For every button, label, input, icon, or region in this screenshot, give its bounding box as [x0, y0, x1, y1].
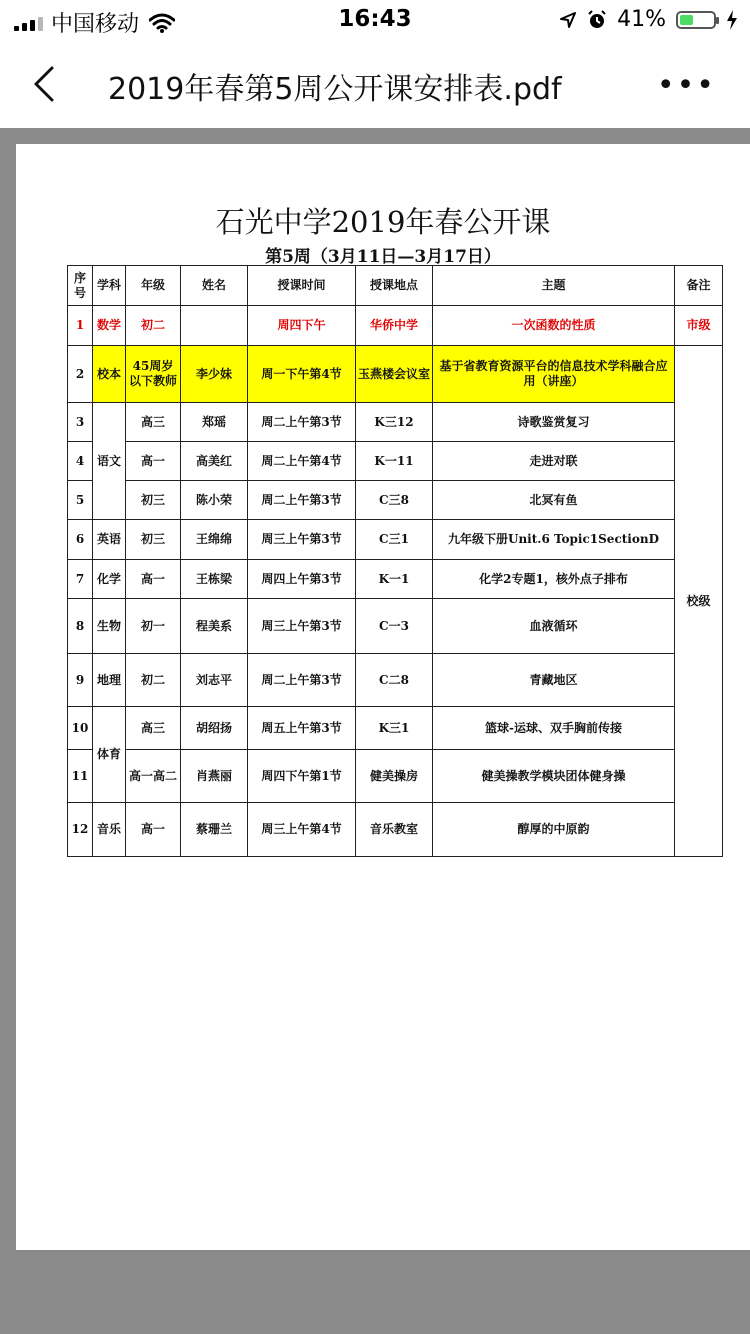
- time-cell: 周三上午第3节: [248, 520, 356, 560]
- battery-icon: [676, 11, 716, 29]
- place-cell: C一3: [356, 599, 433, 654]
- teacher-cell: 程美系: [181, 599, 248, 654]
- teacher-cell: 王绵绵: [181, 520, 248, 560]
- topic-cell: 北冥有鱼: [433, 481, 675, 520]
- document-title: 2019年春第5周公开课安排表.pdf: [108, 72, 562, 107]
- subject-cell: 数学: [93, 306, 126, 346]
- chevron-left-icon[interactable]: [26, 60, 66, 108]
- topic-cell: 诗歌鉴赏复习: [433, 403, 675, 442]
- page-title: 石光中学2019年春公开课: [215, 205, 551, 239]
- teacher-cell: 蔡珊兰: [181, 803, 248, 857]
- subject-cell: 体育: [93, 707, 126, 803]
- battery-level: [680, 15, 693, 25]
- time-cell: 周二上午第3节: [248, 654, 356, 707]
- topic-cell: 醇厚的中原韵: [433, 803, 675, 857]
- more-options-button[interactable]: •••: [656, 68, 716, 103]
- topic-cell: 血液循环: [433, 599, 675, 654]
- header-cell: 授课时间: [248, 266, 356, 306]
- header-cell: 授课地点: [356, 266, 433, 306]
- header-cell: 姓名: [181, 266, 248, 306]
- subject-cell: 音乐: [93, 803, 126, 857]
- time-cell: 周一下午第4节: [248, 346, 356, 403]
- topic-cell: 化学2专题1，核外点子排布: [433, 560, 675, 599]
- topic-cell: 走进对联: [433, 442, 675, 481]
- subject-cell: 生物: [93, 599, 126, 654]
- pdf-page: [16, 144, 750, 1250]
- subject-cell: 化学: [93, 560, 126, 599]
- time-cell: 周二上午第3节: [248, 403, 356, 442]
- subject-cell: 校本: [93, 346, 126, 403]
- table-row: [68, 306, 723, 346]
- topic-cell: 青藏地区: [433, 654, 675, 707]
- grade-cell: 初二: [126, 654, 181, 707]
- subject-cell: 英语: [93, 520, 126, 560]
- row-number: 1: [68, 306, 93, 346]
- row-number: 2: [68, 346, 93, 403]
- clock: 16:43: [338, 6, 412, 32]
- table-header-row: [68, 266, 723, 306]
- row-number: 3: [68, 403, 93, 442]
- teacher-cell: 高美红: [181, 442, 248, 481]
- grade-cell: 高一高二: [126, 750, 181, 803]
- teacher-cell: 王栋梁: [181, 560, 248, 599]
- row-number: 10: [68, 707, 93, 750]
- row-number: 12: [68, 803, 93, 857]
- teacher-cell: 肖燕丽: [181, 750, 248, 803]
- time-cell: 周五上午第3节: [248, 707, 356, 750]
- place-cell: K一11: [356, 442, 433, 481]
- table-row: [68, 403, 723, 442]
- table-row: [68, 442, 723, 481]
- subject-cell: 地理: [93, 654, 126, 707]
- table-row: [68, 803, 723, 857]
- place-cell: 音乐教室: [356, 803, 433, 857]
- teacher-cell: 陈小荣: [181, 481, 248, 520]
- topic-cell: 篮球-运球、双手胸前传接: [433, 707, 675, 750]
- place-cell: 华侨中学: [356, 306, 433, 346]
- grade-cell: 高一: [126, 560, 181, 599]
- place-cell: C三1: [356, 520, 433, 560]
- row-number: 4: [68, 442, 93, 481]
- note-cell: 校级: [675, 346, 723, 857]
- header-cell: 主题: [433, 266, 675, 306]
- header-cell: 学科: [93, 266, 126, 306]
- place-cell: K三1: [356, 707, 433, 750]
- place-cell: K一1: [356, 560, 433, 599]
- grade-cell: 初一: [126, 599, 181, 654]
- topic-cell: 基于省教育资源平台的信息技术学科融合应用（讲座）: [433, 346, 675, 403]
- topic-cell: 一次函数的性质: [433, 306, 675, 346]
- charging-bolt-icon: [726, 10, 738, 30]
- time-cell: 周四下午第1节: [248, 750, 356, 803]
- subject-cell: 语文: [93, 403, 126, 520]
- table-row: [68, 599, 723, 654]
- grade-cell: 45周岁以下教师: [126, 346, 181, 403]
- time-cell: 周二上午第4节: [248, 442, 356, 481]
- grade-cell: 高三: [126, 707, 181, 750]
- table-row: [68, 520, 723, 560]
- teacher-cell: 胡绍扬: [181, 707, 248, 750]
- table-row: [68, 750, 723, 803]
- table-row: [68, 707, 723, 750]
- row-number: 8: [68, 599, 93, 654]
- time-cell: 周三上午第3节: [248, 599, 356, 654]
- table-row: [68, 346, 723, 403]
- grade-cell: 初二: [126, 306, 181, 346]
- alarm-icon: [587, 10, 607, 30]
- time-cell: 周三上午第4节: [248, 803, 356, 857]
- place-cell: C二8: [356, 654, 433, 707]
- note-cell: 市级: [675, 306, 723, 346]
- battery-percent: 41%: [617, 7, 666, 32]
- row-number: 11: [68, 750, 93, 803]
- grade-cell: 高三: [126, 403, 181, 442]
- teacher-cell: 李少妹: [181, 346, 248, 403]
- pdf-viewer[interactable]: [0, 128, 750, 1334]
- table-row: [68, 481, 723, 520]
- status-bar: [0, 0, 750, 40]
- table-row: [68, 654, 723, 707]
- teacher-cell: 郑瑶: [181, 403, 248, 442]
- place-cell: C三8: [356, 481, 433, 520]
- header-cell: 备注: [675, 266, 723, 306]
- topic-cell: 健美操教学模块团体健身操: [433, 750, 675, 803]
- grade-cell: 初三: [126, 481, 181, 520]
- header-cell: 序号: [68, 266, 93, 306]
- place-cell: 健美操房: [356, 750, 433, 803]
- row-number: 6: [68, 520, 93, 560]
- header-cell: 年级: [126, 266, 181, 306]
- teacher-cell: 刘志平: [181, 654, 248, 707]
- grade-cell: 初三: [126, 520, 181, 560]
- grade-cell: 高一: [126, 442, 181, 481]
- schedule-table: [67, 265, 723, 857]
- time-cell: 周二上午第3节: [248, 481, 356, 520]
- time-cell: 周四上午第3节: [248, 560, 356, 599]
- place-cell: 玉燕楼会议室: [356, 346, 433, 403]
- row-number: 7: [68, 560, 93, 599]
- time-cell: 周四下午: [248, 306, 356, 346]
- grade-cell: 高一: [126, 803, 181, 857]
- navigation-bar: [0, 40, 750, 128]
- row-number: 9: [68, 654, 93, 707]
- week-subtitle: 第5周（3月11日—3月17日）: [265, 247, 501, 267]
- row-number: 5: [68, 481, 93, 520]
- location-icon: [559, 11, 577, 29]
- carrier-name: 中国移动: [51, 12, 140, 37]
- topic-cell: 九年级下册Unit.6 Topic1SectionD: [433, 520, 675, 560]
- place-cell: K三12: [356, 403, 433, 442]
- teacher-cell: [181, 306, 248, 346]
- table-row: [68, 560, 723, 599]
